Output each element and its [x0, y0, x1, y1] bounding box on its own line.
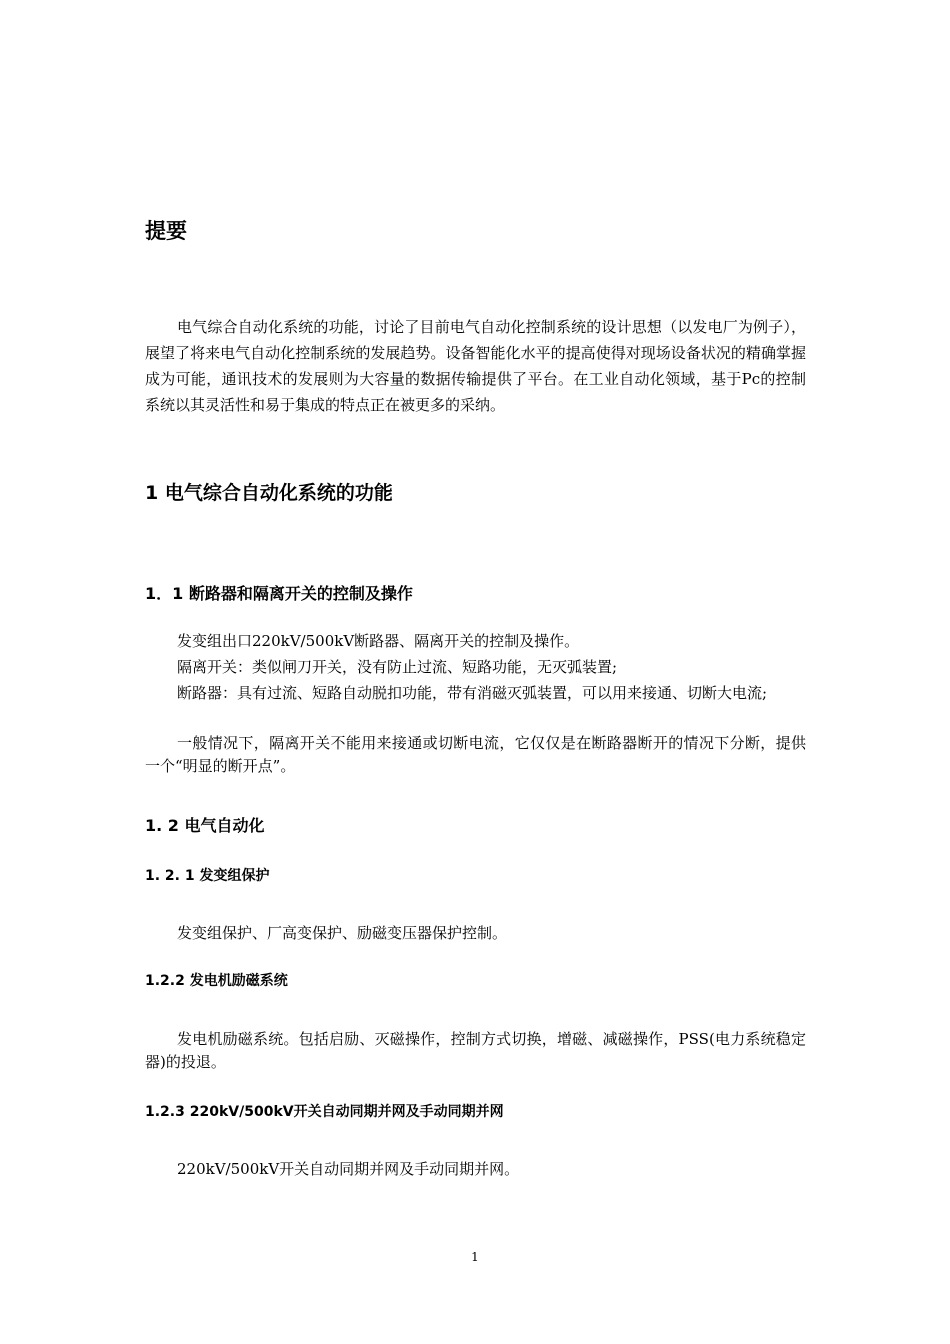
section-1-2-2-heading: 1.2.2 发电机励磁系统 — [145, 973, 288, 989]
section-1-1-paragraph-4: 一般情况下，隔离开关不能用来接通或切断电流，它仅仅是在断路器断开的情况下分断，提供一个“明显的断开点”。 — [145, 734, 806, 775]
section-1-2-heading: 1. 2 电气自动化 — [145, 816, 265, 835]
section-1-1-heading: 1．1 断路器和隔离开关的控制及操作 — [145, 584, 413, 603]
section-1-2-2-paragraph: 发电机励磁系统。包括启励、灭磁操作，控制方式切换，增磁、减磁操作，PSS(电力系统稳定器)的投退。 — [145, 1030, 806, 1071]
abstract-paragraph: 电气综合自动化系统的功能，讨论了目前电气自动化控制系统的设计思想（以发电厂为例子），展望了将来电气自动化控制系统的发展趋势。设备智能化水平的提高使得对现场设备状况的精确掌握成为可能，通讯技术的发展则为大容量的数据传输提供了平台。在工业自动化领域，基于Pc的控制系统以其灵活性和易于集成的特点正在被更多的采纳。 — [145, 318, 806, 414]
section-1-2-1-paragraph: 发变组保护、厂高变保护、励磁变压器保护控制。 — [177, 924, 508, 942]
section-1-2-1-heading: 1. 2. 1 发变组保护 — [145, 868, 270, 884]
section-1-1-paragraph-2: 隔离开关：类似闸刀开关，没有防止过流、短路功能，无灭弧装置; — [177, 658, 618, 676]
page-number: 1 — [471, 1250, 479, 1264]
section-1-1-paragraph-1: 发变组出口220kV/500kV断路器、隔离开关的控制及操作。 — [177, 632, 580, 650]
section-1-1-paragraph-3: 断路器：具有过流、短路自动脱扣功能，带有消磁灭弧装置，可以用来接通、切断大电流; — [177, 684, 768, 702]
section-1-2-3-paragraph: 220kV/500kV开关自动同期并网及手动同期并网。 — [177, 1160, 520, 1178]
section-1-2-3-heading: 1.2.3 220kV/500kV开关自动同期并网及手动同期并网 — [145, 1104, 504, 1120]
section-1-heading: 1 电气综合自动化系统的功能 — [145, 482, 393, 504]
abstract-heading: 提要 — [145, 219, 187, 243]
